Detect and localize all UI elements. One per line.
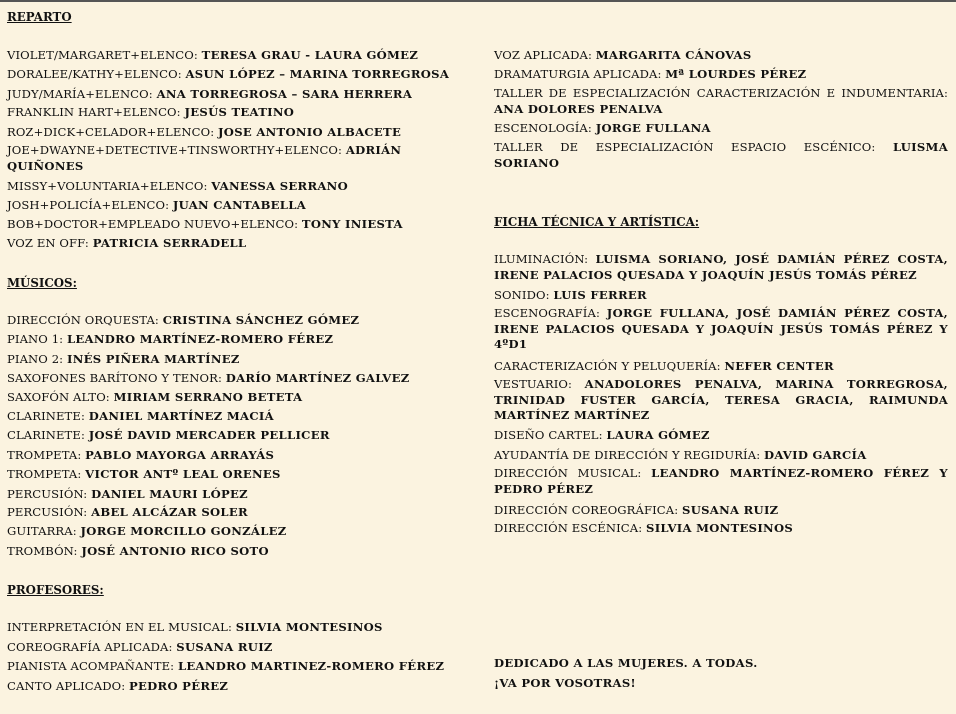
musician-line: SAXOFONES BARÍTONO Y TENOR: DARÍO MARTÍNEZ GALVEZ	[7, 371, 410, 385]
cast-line: JOE+DWAYNE+DETECTIVE+TINSWORTHY+ELENCO: ADRIÁN QUIÑONES	[7, 143, 402, 173]
musician-line: PIANO 1: LEANDRO MARTÍNEZ-ROMERO FÉREZ	[7, 332, 334, 346]
musician-line: PIANO 2: INÉS PIÑERA MARTÍNEZ	[7, 352, 240, 366]
musician-line: CLARINETE: JOSÉ DAVID MERCADER PELLICER	[7, 428, 330, 442]
credit-line: ESCENOGRAFÍA: JORGE FULLANA, JOSÉ DAMIÁN PÉREZ COSTA, IRENE PALACIOS QUESADA Y JOAQUÍN JESÚS TOMÁS PÉREZ Y 4ºD1	[494, 306, 948, 351]
credit-line: CARACTERIZACIÓN Y PELUQUERÍA: NEFER CENTER	[494, 359, 834, 373]
cast-line: MISSY+VOLUNTARIA+ELENCO: VANESSA SERRANO	[7, 179, 348, 193]
teacher-line: ESCENOLOGÍA: JORGE FULLANA	[494, 121, 711, 135]
dedication-line: ¡VA POR VOSOTRAS!	[494, 676, 636, 690]
credit-line: DIRECCIÓN COREOGRÁFICA: SUSANA RUIZ	[494, 503, 779, 517]
musician-line: PERCUSIÓN: DANIEL MAURI LÓPEZ	[7, 487, 248, 501]
cast-line: ROZ+DICK+CELADOR+ELENCO: JOSE ANTONIO ALBACETE	[7, 125, 402, 139]
program-page	[0, 2, 956, 714]
musician-line: TROMPETA: PABLO MAYORGA ARRAYÁS	[7, 448, 275, 462]
teacher-line: VOZ APLICADA: MARGARITA CÁNOVAS	[494, 48, 752, 62]
teacher-line: CANTO APLICADO: PEDRO PÉREZ	[7, 679, 229, 693]
credit-line: AYUDANTÍA DE DIRECCIÓN Y REGIDURÍA: DAVID GARCÍA	[494, 448, 867, 462]
teacher-line: TALLER DE ESPECIALIZACIÓN CARACTERIZACIÓN E INDUMENTARIA: ANA DOLORES PENALVA	[494, 86, 948, 116]
cast-line: VOZ EN OFF: PATRICIA SERRADELL	[7, 236, 247, 250]
teacher-line: COREOGRAFÍA APLICADA: SUSANA RUIZ	[7, 640, 273, 654]
credit-line: ILUMINACIÓN: LUISMA SORIANO, JOSÉ DAMIÁN PÉREZ COSTA, IRENE PALACIOS QUESADA Y JOAQUÍN JESÚS TOMÁS PÉREZ	[494, 252, 948, 282]
musician-line: CLARINETE: DANIEL MARTÍNEZ MACIÁ	[7, 409, 274, 423]
ficha-heading: FICHA TÉCNICA Y ARTÍSTICA:	[494, 215, 700, 229]
musician-line: DIRECCIÓN ORQUESTA: CRISTINA SÁNCHEZ GÓMEZ	[7, 313, 360, 327]
profesores-heading: PROFESORES:	[7, 583, 104, 597]
teacher-line: INTERPRETACIÓN EN EL MUSICAL: SILVIA MONTESINOS	[7, 620, 383, 634]
credit-line: DIRECCIÓN MUSICAL: LEANDRO MARTÍNEZ-ROMERO FÉREZ Y PEDRO PÉREZ	[494, 466, 948, 496]
credit-line: VESTUARIO: ANADOLORES PENALVA, MARINA TORREGROSA, TRINIDAD FUSTER GARCÍA, TERESA GRACIA, RAIMUNDA MARTÍNEZ MARTÍNEZ	[494, 377, 948, 422]
dedication-line: DEDICADO A LAS MUJERES. A TODAS.	[494, 656, 758, 670]
cast-line: VIOLET/MARGARET+ELENCO: TERESA GRAU - LAURA GÓMEZ	[7, 48, 419, 62]
musician-line: PERCUSIÓN: ABEL ALCÁZAR SOLER	[7, 505, 248, 519]
credit-line: DISEÑO CARTEL: LAURA GÓMEZ	[494, 428, 710, 442]
cast-line: JUDY/MARÍA+ELENCO: ANA TORREGROSA – SARA HERRERA	[7, 87, 413, 101]
credit-line: DIRECCIÓN ESCÉNICA: SILVIA MONTESINOS	[494, 521, 794, 535]
credit-line: SONIDO: LUIS FERRER	[494, 288, 647, 302]
teacher-line: DRAMATURGIA APLICADA: Mª LOURDES PÉREZ	[494, 67, 807, 81]
musician-line: GUITARRA: JORGE MORCILLO GONZÁLEZ	[7, 524, 287, 538]
cast-line: BOB+DOCTOR+EMPLEADO NUEVO+ELENCO: TONY INIESTA	[7, 217, 403, 231]
teacher-line: TALLER DE ESPECIALIZACIÓN ESPACIO ESCÉNICO: LUISMA SORIANO	[494, 140, 948, 170]
musician-line: SAXOFÓN ALTO: MIRIAM SERRANO BETETA	[7, 390, 303, 404]
cast-line: JOSH+POLICÍA+ELENCO: JUAN CANTABELLA	[7, 198, 307, 212]
musicos-heading: MÚSICOS:	[7, 276, 77, 290]
musician-line: TROMBÓN: JOSÉ ANTONIO RICO SOTO	[7, 544, 269, 558]
musician-line: TROMPETA: VICTOR ANTº LEAL ORENES	[7, 467, 281, 481]
teacher-line: PIANISTA ACOMPAÑANTE: LEANDRO MARTINEZ-ROMERO FÉREZ	[7, 659, 445, 673]
cast-line: DORALEE/KATHY+ELENCO: ASUN LÓPEZ – MARINA TORREGROSA	[7, 67, 450, 81]
cast-line: FRANKLIN HART+ELENCO: JESÚS TEATINO	[7, 105, 295, 119]
reparto-heading: REPARTO	[7, 10, 72, 24]
